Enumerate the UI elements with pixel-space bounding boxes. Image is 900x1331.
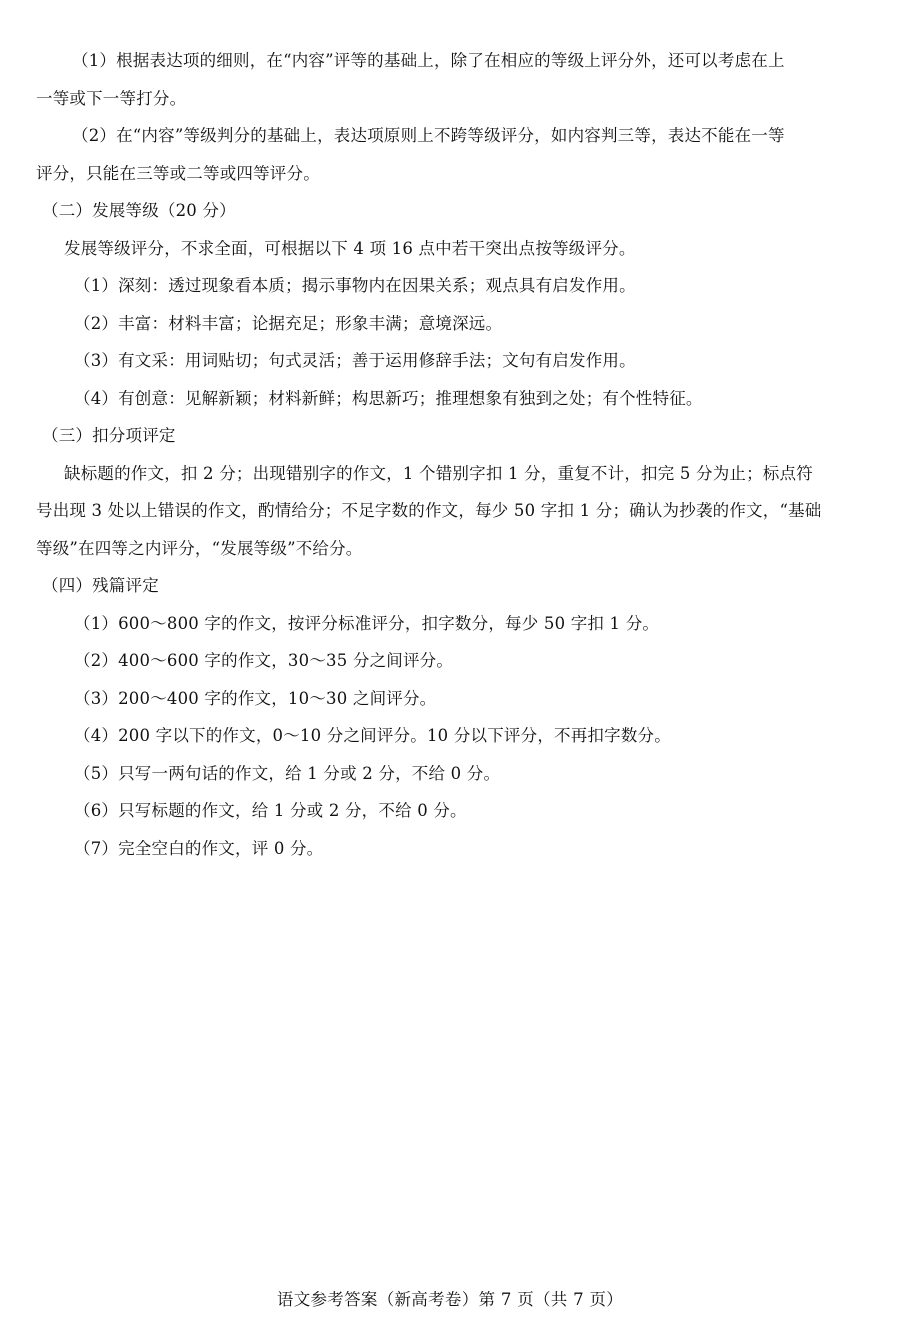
list-item: （3）有文采：用词贴切；句式灵活；善于运用修辞手法；文句有启发作用。 — [74, 351, 636, 370]
paragraph-line: 一等或下一等打分。 — [36, 88, 187, 108]
section-heading-development: （二）发展等级（20 分） — [42, 201, 236, 220]
body-text: 号出现 3 处以上错误的作文，酌情给分；不足字数的作文，每少 50 字扣 1 分；确认为抄袭的作文，“基础 — [36, 501, 822, 520]
body-text: 发展等级评分，不求全面，可根据以下 4 项 16 点中若干突出点按等级评分。 — [64, 238, 636, 258]
section-heading-incomplete: （四）残篇评定 — [42, 576, 159, 595]
list-item: （2）丰富：材料丰富；论据充足；形象丰满；意境深远。 — [74, 313, 503, 333]
list-item: （6）只写标题的作文，给 1 分或 2 分，不给 0 分。 — [74, 801, 467, 820]
list-item: （5）只写一两句话的作文，给 1 分或 2 分，不给 0 分。 — [74, 763, 501, 783]
paragraph-line: （2）在“内容”等级判分的基础上，表达项原则上不跨等级评分，如内容判三等，表达不能在一等 — [72, 126, 785, 145]
page-footer: 语文参考答案（新高考卷）第 7 页（共 7 页） — [276, 1290, 624, 1309]
body-text: 缺标题的作文，扣 2 分；出现错别字的作文，1 个错别字扣 1 分，重复不计，扣完 5 分为止；标点符 — [64, 463, 813, 483]
list-item: （3）200～400 字的作文，10～30 之间评分。 — [74, 688, 437, 708]
list-item: （1）深刻：透过现象看本质；揭示事物内在因果关系；观点具有启发作用。 — [74, 276, 636, 295]
list-item: （4）200 字以下的作文，0～10 分之间评分。10 分以下评分，不再扣字数分。 — [74, 726, 671, 745]
list-item: （4）有创意：见解新颖；材料新鲜；构思新巧；推理想象有独到之处；有个性特征。 — [74, 388, 703, 408]
paragraph-line: 评分，只能在三等或二等或四等评分。 — [36, 163, 320, 183]
list-item: （7）完全空白的作文，评 0 分。 — [74, 838, 324, 858]
list-item: （1）600～800 字的作文，按评分标准评分，扣字数分，每少 50 字扣 1 分。 — [74, 613, 660, 633]
paragraph-line: （1）根据表达项的细则，在“内容”评等的基础上，除了在相应的等级上评分外，还可以考虑在上 — [72, 51, 785, 70]
document-body — [36, 42, 866, 867]
list-item: （2）400～600 字的作文，30～35 分之间评分。 — [74, 651, 454, 670]
body-text: 等级”在四等之内评分，“发展等级”不给分。 — [36, 538, 363, 558]
section-heading-deductions: （三）扣分项评定 — [42, 426, 176, 445]
